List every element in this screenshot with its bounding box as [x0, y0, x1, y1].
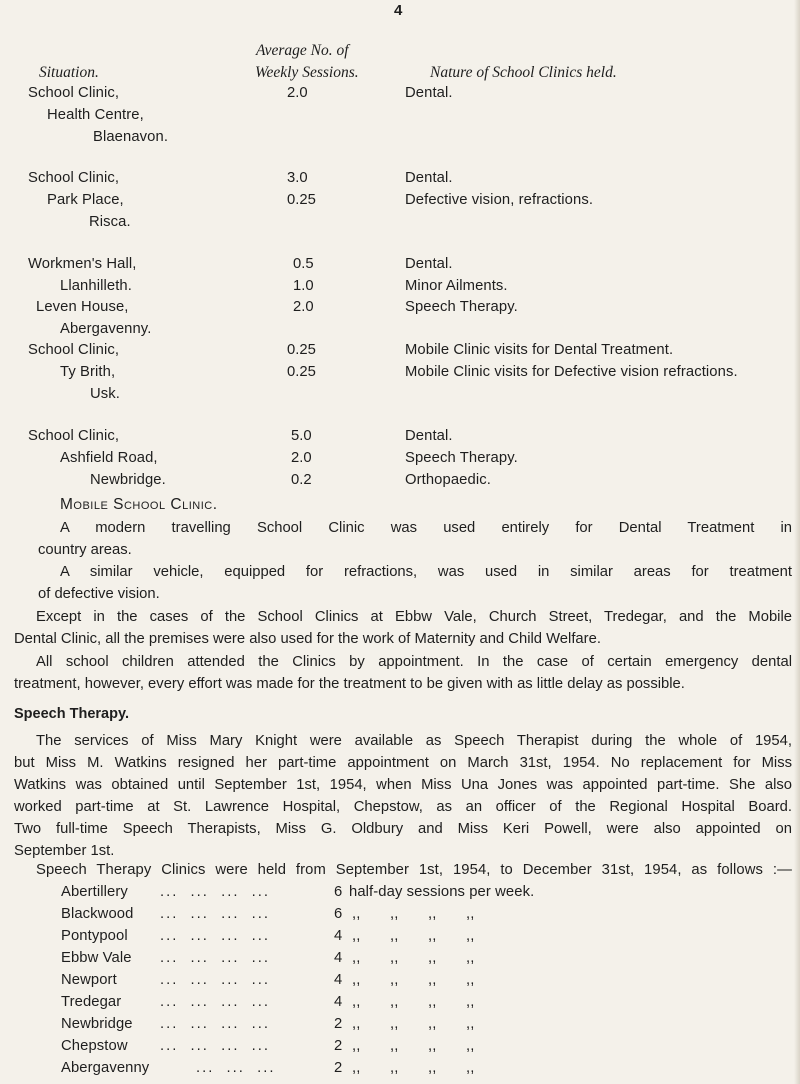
text-line: The services of Miss Mary Knight were available as Speech Therapist during the whole of 1954, [36, 733, 792, 749]
ditto-mark: ,, [428, 1038, 437, 1054]
clinic-sessions: 0.25 [287, 364, 316, 380]
clinic-sessions: 0.25 [287, 192, 316, 208]
ditto-marks [352, 1016, 504, 1032]
ditto-mark: ,, [428, 1016, 437, 1032]
ditto-mark: ,, [352, 1060, 361, 1076]
clinic-situation: Blaenavon. [93, 129, 169, 145]
clinic-nature: Dental. [405, 170, 453, 186]
ditto-marks [352, 906, 504, 922]
clinic-situation: Leven House, [36, 299, 129, 315]
ditto-mark: ,, [352, 1016, 361, 1032]
clinic-sessions: 0.25 [287, 342, 316, 358]
ditto-mark: ,, [390, 1060, 399, 1076]
ditto-mark: ,, [466, 950, 475, 966]
clinic-sessions: 2.0 [287, 85, 308, 101]
clinic-nature: Speech Therapy. [405, 299, 518, 315]
clinic-situation: School Clinic, [28, 428, 120, 444]
mobile-paragraph-1 [38, 517, 792, 561]
speech-clinic-sessions: 2 [334, 1038, 343, 1054]
ditto-marks [352, 972, 504, 988]
clinic-sessions: 0.5 [293, 256, 314, 272]
speech-clinic-sessions: 4 [334, 972, 343, 988]
speech-clinic-sessions: 2 [334, 1060, 343, 1076]
dot-leader: ... ... ... [196, 1060, 276, 1076]
speech-clinic-place: Pontypool [61, 928, 128, 944]
clinic-nature: Speech Therapy. [405, 450, 518, 466]
text-line: Dental Clinic, all the premises were also used for the work of Maternity and Child Welfare. [14, 631, 601, 647]
dot-leader: ... ... ... ... [160, 906, 270, 922]
header-sessions-line2: Weekly Sessions. [255, 64, 359, 81]
clinic-situation: Usk. [90, 386, 120, 402]
speech-clinic-place: Newport [61, 972, 117, 988]
dot-leader: ... ... ... ... [160, 994, 270, 1010]
ditto-mark: ,, [466, 1016, 475, 1032]
ditto-mark: ,, [390, 928, 399, 944]
ditto-mark: ,, [428, 972, 437, 988]
speech-paragraph-1 [14, 730, 792, 862]
clinic-nature: Minor Ailments. [405, 278, 508, 294]
ditto-mark: ,, [428, 928, 437, 944]
clinic-nature: Dental. [405, 256, 453, 272]
clinic-sessions: 3.0 [287, 170, 308, 186]
ditto-mark: ,, [352, 906, 361, 922]
clinic-nature: Dental. [405, 85, 453, 101]
speech-clinic-sessions: 6 [334, 906, 343, 922]
text-line: Two full-time Speech Therapists, Miss G. Oldbury and Miss Keri Powell, were also appointed on [14, 821, 792, 837]
speech-clinic-sessions: 4 [334, 928, 343, 944]
ditto-marks [352, 950, 504, 966]
text-line: A modern travelling School Clinic was used entirely for Dental Treatment in [60, 520, 792, 536]
mobile-clinic-heading: Mobile School Clinic. [60, 496, 218, 513]
ditto-marks [352, 928, 504, 944]
speech-clinic-place: Chepstow [61, 1038, 128, 1054]
text-line: of defective vision. [38, 586, 160, 602]
ditto-mark: ,, [390, 1016, 399, 1032]
dot-leader: ... ... ... ... [160, 972, 270, 988]
ditto-mark: ,, [352, 928, 361, 944]
clinic-sessions: 2.0 [293, 299, 314, 315]
ditto-mark: ,, [466, 994, 475, 1010]
ditto-marks [352, 1060, 504, 1076]
speech-clinic-sessions: 2 [334, 1016, 343, 1032]
clinic-nature: Mobile Clinic visits for Dental Treatment. [405, 342, 674, 358]
speech-clinic-place: Ebbw Vale [61, 950, 132, 966]
header-nature: Nature of School Clinics held. [430, 64, 617, 81]
speech-clinic-sessions: 4 [334, 994, 343, 1010]
ditto-mark: ,, [466, 1038, 475, 1054]
text-line: All school children attended the Clinics by appointment. In the case of certain emergency dental [36, 654, 792, 670]
clinic-situation: Abergavenny. [60, 321, 152, 337]
dot-leader: ... ... ... ... [160, 1038, 270, 1054]
clinic-situation: Risca. [89, 214, 131, 230]
ditto-mark: ,, [390, 950, 399, 966]
text-line: Except in the cases of the School Clinics at Ebbw Vale, Church Street, Tredegar, and the Mobile [36, 609, 792, 625]
ditto-marks [352, 994, 504, 1010]
clinic-sessions: 1.0 [293, 278, 314, 294]
speech-therapy-heading: Speech Therapy. [14, 706, 129, 722]
dot-leader: ... ... ... ... [160, 950, 270, 966]
clinic-situation: School Clinic, [28, 342, 120, 358]
speech-clinic-place: Tredegar [61, 994, 122, 1010]
clinic-nature: Dental. [405, 428, 453, 444]
clinic-nature: Orthopaedic. [405, 472, 491, 488]
ditto-mark: ,, [390, 1038, 399, 1054]
clinic-situation: Ashfield Road, [60, 450, 158, 466]
ditto-mark: ,, [352, 994, 361, 1010]
clinic-situation: Llanhilleth. [60, 278, 132, 294]
speech-clinic-place: Blackwood [61, 906, 134, 922]
dot-leader: ... ... ... ... [160, 928, 270, 944]
header-sessions-line1: Average No. of [256, 42, 349, 59]
clinic-situation: School Clinic, [28, 85, 120, 101]
text-line: September 1st. [14, 843, 115, 859]
speech-clinic-sessions: 6 [334, 884, 343, 900]
clinic-situation: Workmen's Hall, [28, 256, 137, 272]
speech-paragraph-2: Speech Therapy Clinics were held from September 1st, 1954, to December 31st, 1954, as follows :— [36, 862, 792, 878]
text-line: but Miss M. Watkins resigned her part-time appointment on March 31st, 1954. No replacement for Miss [14, 755, 792, 771]
clinic-situation: Newbridge. [90, 472, 166, 488]
clinic-sessions: 5.0 [291, 428, 312, 444]
text-line: A similar vehicle, equipped for refractions, was used in similar areas for treatment [60, 564, 792, 580]
ditto-mark: ,, [428, 906, 437, 922]
text-line: treatment, however, every effort was made for the treatment to be given with as little delay as possible. [14, 676, 685, 692]
ditto-mark: ,, [390, 994, 399, 1010]
sessions-unit-label: half-day sessions per week. [349, 884, 535, 900]
clinic-sessions: 2.0 [291, 450, 312, 466]
ditto-mark: ,, [466, 1060, 475, 1076]
ditto-mark: ,, [352, 1038, 361, 1054]
mobile-paragraph-2 [38, 561, 792, 605]
text-line: worked part-time at St. Lawrence Hospital, Chepstow, as an officer of the Regional Hospital Board. [14, 799, 792, 815]
ditto-mark: ,, [428, 1060, 437, 1076]
page-number: 4 [394, 2, 403, 19]
speech-clinic-place: Abertillery [61, 884, 128, 900]
text-line: Watkins was obtained until September 1st, 1954, when Miss Una Jones was appointed part-time. She also [14, 777, 792, 793]
speech-clinic-sessions: 4 [334, 950, 343, 966]
ditto-mark: ,, [466, 972, 475, 988]
dot-leader: ... ... ... ... [160, 884, 270, 900]
clinic-situation: Park Place, [47, 192, 124, 208]
clinic-nature: Mobile Clinic visits for Defective vision refractions. [405, 364, 738, 380]
speech-clinic-place: Abergavenny [61, 1060, 150, 1076]
text-line: country areas. [38, 542, 132, 558]
speech-clinic-place: Newbridge [61, 1016, 133, 1032]
ditto-mark: ,, [466, 928, 475, 944]
ditto-mark: ,, [352, 950, 361, 966]
clinic-situation: Ty Brith, [60, 364, 116, 380]
clinic-nature: Defective vision, refractions. [405, 192, 594, 208]
ditto-mark: ,, [428, 950, 437, 966]
clinic-situation: Health Centre, [47, 107, 144, 123]
mobile-paragraph-3 [14, 606, 792, 650]
ditto-mark: ,, [390, 906, 399, 922]
dot-leader: ... ... ... ... [160, 1016, 270, 1032]
ditto-mark: ,, [428, 994, 437, 1010]
clinic-sessions: 0.2 [291, 472, 312, 488]
clinic-situation: School Clinic, [28, 170, 120, 186]
ditto-marks [352, 1038, 504, 1054]
page-edge-shadow [794, 0, 800, 1084]
header-situation: Situation. [39, 64, 99, 81]
ditto-mark: ,, [390, 972, 399, 988]
ditto-mark: ,, [466, 906, 475, 922]
mobile-paragraph-4 [14, 651, 792, 695]
ditto-mark: ,, [352, 972, 361, 988]
